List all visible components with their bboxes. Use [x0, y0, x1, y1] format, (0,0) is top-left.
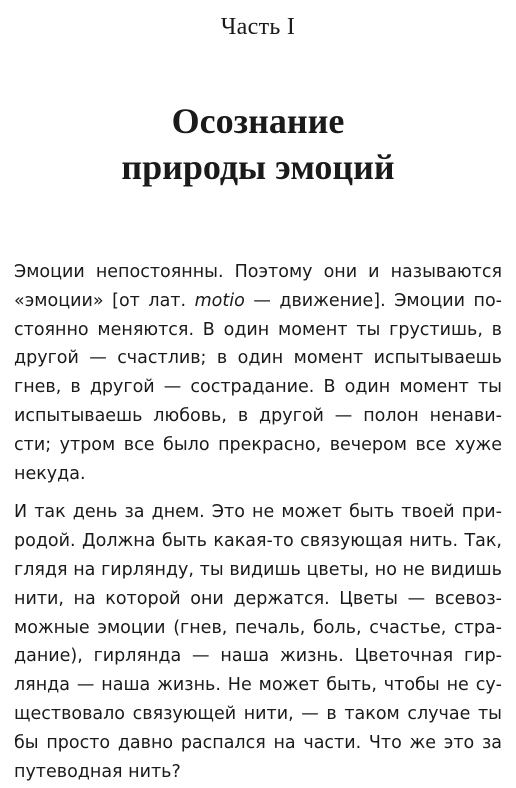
text-line: бы просто давно распался на части. Что же это за [14, 732, 502, 753]
text-line: стоянно меняются. В один момент ты грустишь, в [14, 319, 502, 340]
text-line: дание), гирлянда — наша жизнь. Цветочная гир- [14, 646, 502, 667]
text-line: некуда. [14, 463, 86, 484]
text-line: другой — счастлив; в один момент испытываешь [14, 348, 502, 369]
body-text [14, 258, 502, 786]
text-line: нити, на которой они держатся. Цветы — всевоз- [14, 588, 502, 609]
text-line: И так день за днем. Это не может быть твоей при- [14, 502, 502, 523]
text-line: сти; утром все было прекрасно, вечером все хуже [14, 434, 502, 455]
text-line: испытываешь любовь, в другой — полон ненави- [14, 405, 502, 426]
text-line: ществовало связующей нити, — в таком случае ты [14, 703, 502, 724]
chapter-title [0, 98, 516, 190]
paragraph-1 [14, 258, 502, 488]
text-line: можные эмоции (гнев, печаль, боль, счастье, стра- [14, 617, 502, 638]
text-line: Эмоции непостоянны. Поэтому они и называются [14, 262, 502, 282]
chapter-title-line-1: Осознание [171, 101, 345, 141]
text-line: гнев, в другой — сострадание. В один момент ты [14, 377, 502, 398]
text-line: лянда — наша жизнь. Не может быть, чтобы не су- [14, 675, 502, 696]
chapter-title-line-2: природы эмоций [121, 147, 395, 187]
part-label: Часть I [220, 14, 296, 40]
latin-term: motio [194, 290, 245, 311]
text-line: путеводная нить? [14, 761, 181, 782]
text-line: родой. Должна быть какая-то связующая нить. Так, [14, 531, 502, 552]
text-line: глядя на гирлянду, ты видишь цветы, но не видишь [14, 559, 502, 580]
paragraph-2 [14, 498, 502, 786]
text-line: «эмоции» [от лат. motio — движение]. Эмоции по- [14, 290, 502, 311]
